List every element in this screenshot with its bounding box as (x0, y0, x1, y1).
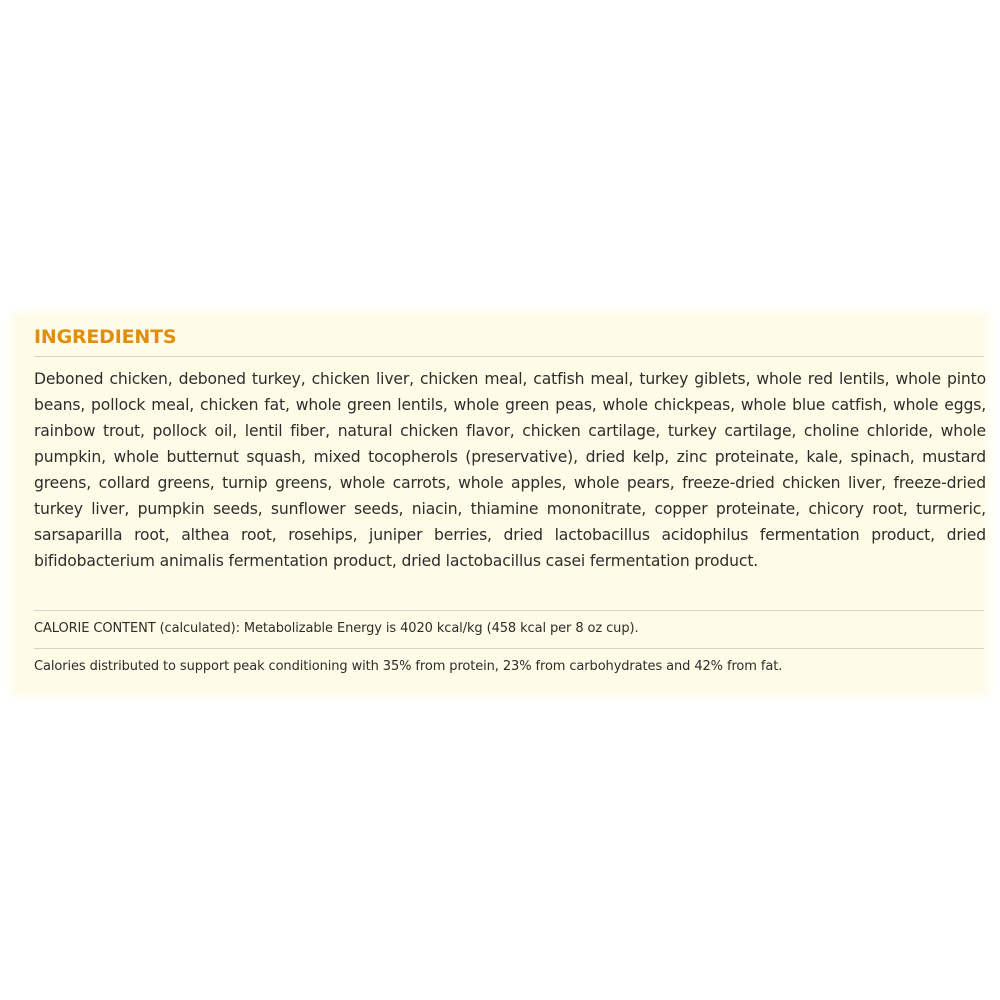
ingredients-heading: INGREDIENTS (34, 326, 177, 348)
heading-divider (34, 356, 984, 357)
calorie-content: CALORIE CONTENT (calculated): Metabolizable Energy is 4020 kcal/kg (458 kcal per 8 oz cup). (34, 621, 639, 636)
ingredients-list: Deboned chicken, deboned turkey, chicken liver, chicken meal, catfish meal, turkey giblets, whole red lentils, whole pinto beans, pollock meal, chicken fat, whole green lentils, whole green peas, whole chickpeas, whole blue catfish, whole eggs, rainbow trout, pollock oil, lentil fiber, natural chicken flavor, chicken cartilage, turkey cartilage, choline chloride, whole pumpkin, whole butternut squash, mixed tocopherols (preservative), dried kelp, zinc proteinate, kale, spinach, mustard greens, collard greens, turnip greens, whole carrots, whole apples, whole pears, freeze-dried chicken liver, freeze-dried turkey liver, pumpkin seeds, sunflower seeds, niacin, thiamine mononitrate, copper proteinate, chicory root, turmeric, sarsaparilla root, althea root, rosehips, juniper berries, dried lactobacillus acidophilus fermentation product, dried bifidobacterium animalis fermentation product, dried lactobacillus casei fermentation product. (34, 370, 986, 570)
ingredients-panel (17, 318, 986, 690)
calorie-divider (34, 648, 984, 649)
calorie-distribution: Calories distributed to support peak conditioning with 35% from protein, 23% from carbohydrates and 42% from fat. (34, 659, 783, 674)
ingredients-divider (34, 610, 984, 611)
